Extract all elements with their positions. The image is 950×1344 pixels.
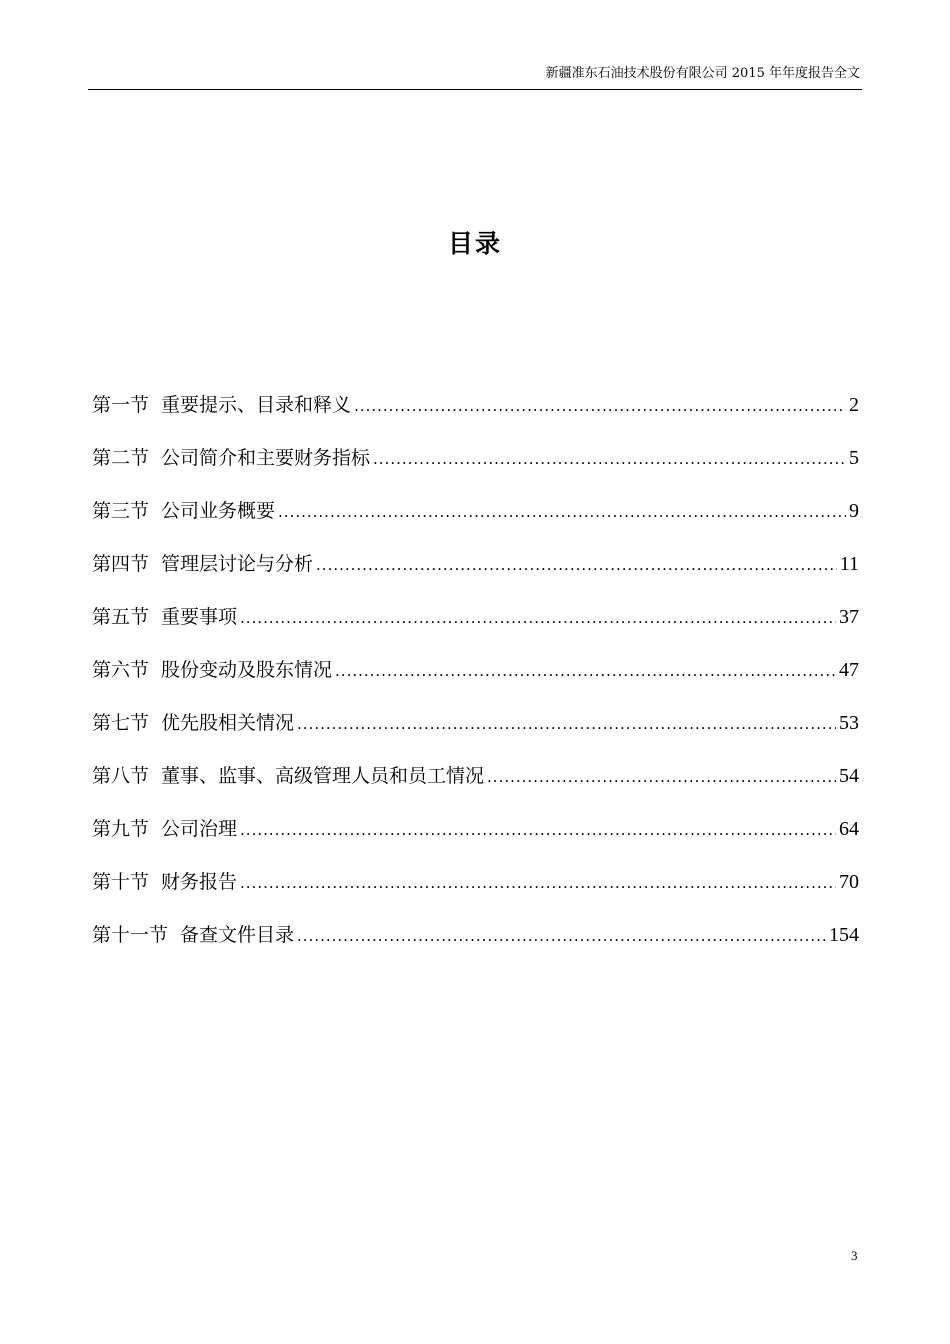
toc-section-number: 第三节 xyxy=(92,500,150,522)
page-number: 3 xyxy=(851,1248,858,1263)
toc-section-title: 管理层讨论与分析 xyxy=(161,553,314,575)
table-of-contents xyxy=(92,390,859,973)
toc-dot-leader xyxy=(278,497,846,527)
toc-section-title: 公司业务概要 xyxy=(161,500,276,522)
toc-section-title: 股份变动及股东情况 xyxy=(161,659,333,681)
toc-section-title: 公司简介和主要财务指标 xyxy=(161,447,371,469)
toc-section-title: 财务报告 xyxy=(161,871,238,893)
toc-page-number: 64 xyxy=(839,818,859,840)
toc-page-number: 154 xyxy=(829,924,859,946)
toc-section-number: 第四节 xyxy=(92,553,150,575)
toc-section-number: 第十节 xyxy=(92,871,150,893)
toc-entry[interactable] xyxy=(92,655,859,708)
toc-page-number: 2 xyxy=(849,394,859,416)
page-header xyxy=(88,66,862,90)
toc-section-number: 第五节 xyxy=(92,606,150,628)
toc-section-title: 备查文件目录 xyxy=(180,924,295,946)
toc-entry[interactable] xyxy=(92,549,859,602)
toc-section-title: 重要提示、目录和释义 xyxy=(161,394,352,416)
toc-section-number: 第十一节 xyxy=(92,924,169,946)
toc-entry[interactable] xyxy=(92,443,859,496)
toc-dot-leader xyxy=(487,762,836,792)
toc-page-number: 9 xyxy=(849,500,859,522)
toc-dot-leader xyxy=(240,815,836,845)
toc-entry[interactable] xyxy=(92,708,859,761)
toc-dot-leader xyxy=(297,709,836,739)
toc-section-title: 公司治理 xyxy=(161,818,238,840)
toc-page-number: 70 xyxy=(839,871,859,893)
toc-entry[interactable] xyxy=(92,390,859,443)
toc-section-title: 重要事项 xyxy=(161,606,238,628)
toc-dot-leader xyxy=(354,391,846,421)
toc-section-number: 第七节 xyxy=(92,712,150,734)
toc-entry[interactable] xyxy=(92,814,859,867)
toc-page-number: 11 xyxy=(839,553,859,575)
toc-section-number: 第一节 xyxy=(92,394,150,416)
toc-section-number: 第六节 xyxy=(92,659,150,681)
toc-dot-leader xyxy=(373,444,846,474)
toc-page-number: 53 xyxy=(839,712,859,734)
toc-page-number: 54 xyxy=(839,765,859,787)
toc-entry[interactable] xyxy=(92,867,859,920)
toc-dot-leader xyxy=(240,603,836,633)
toc-section-number: 第九节 xyxy=(92,818,150,840)
toc-section-title: 优先股相关情况 xyxy=(161,712,295,734)
toc-dot-leader xyxy=(240,868,836,898)
page-title: 目录 xyxy=(447,229,502,258)
toc-entry[interactable] xyxy=(92,920,859,973)
toc-section-title: 董事、监事、高级管理人员和员工情况 xyxy=(161,765,485,787)
toc-entry[interactable] xyxy=(92,496,859,549)
toc-dot-leader xyxy=(335,656,836,686)
toc-entry[interactable] xyxy=(92,602,859,655)
toc-dot-leader xyxy=(297,921,826,951)
toc-page-number: 5 xyxy=(849,447,859,469)
toc-page-number: 37 xyxy=(839,606,859,628)
header-text: 新疆准东石油技术股份有限公司 2015 年年度报告全文 xyxy=(545,66,860,81)
toc-section-number: 第二节 xyxy=(92,447,150,469)
toc-page-number: 47 xyxy=(839,659,859,681)
toc-dot-leader xyxy=(316,550,837,580)
toc-section-number: 第八节 xyxy=(92,765,150,787)
toc-entry[interactable] xyxy=(92,761,859,814)
